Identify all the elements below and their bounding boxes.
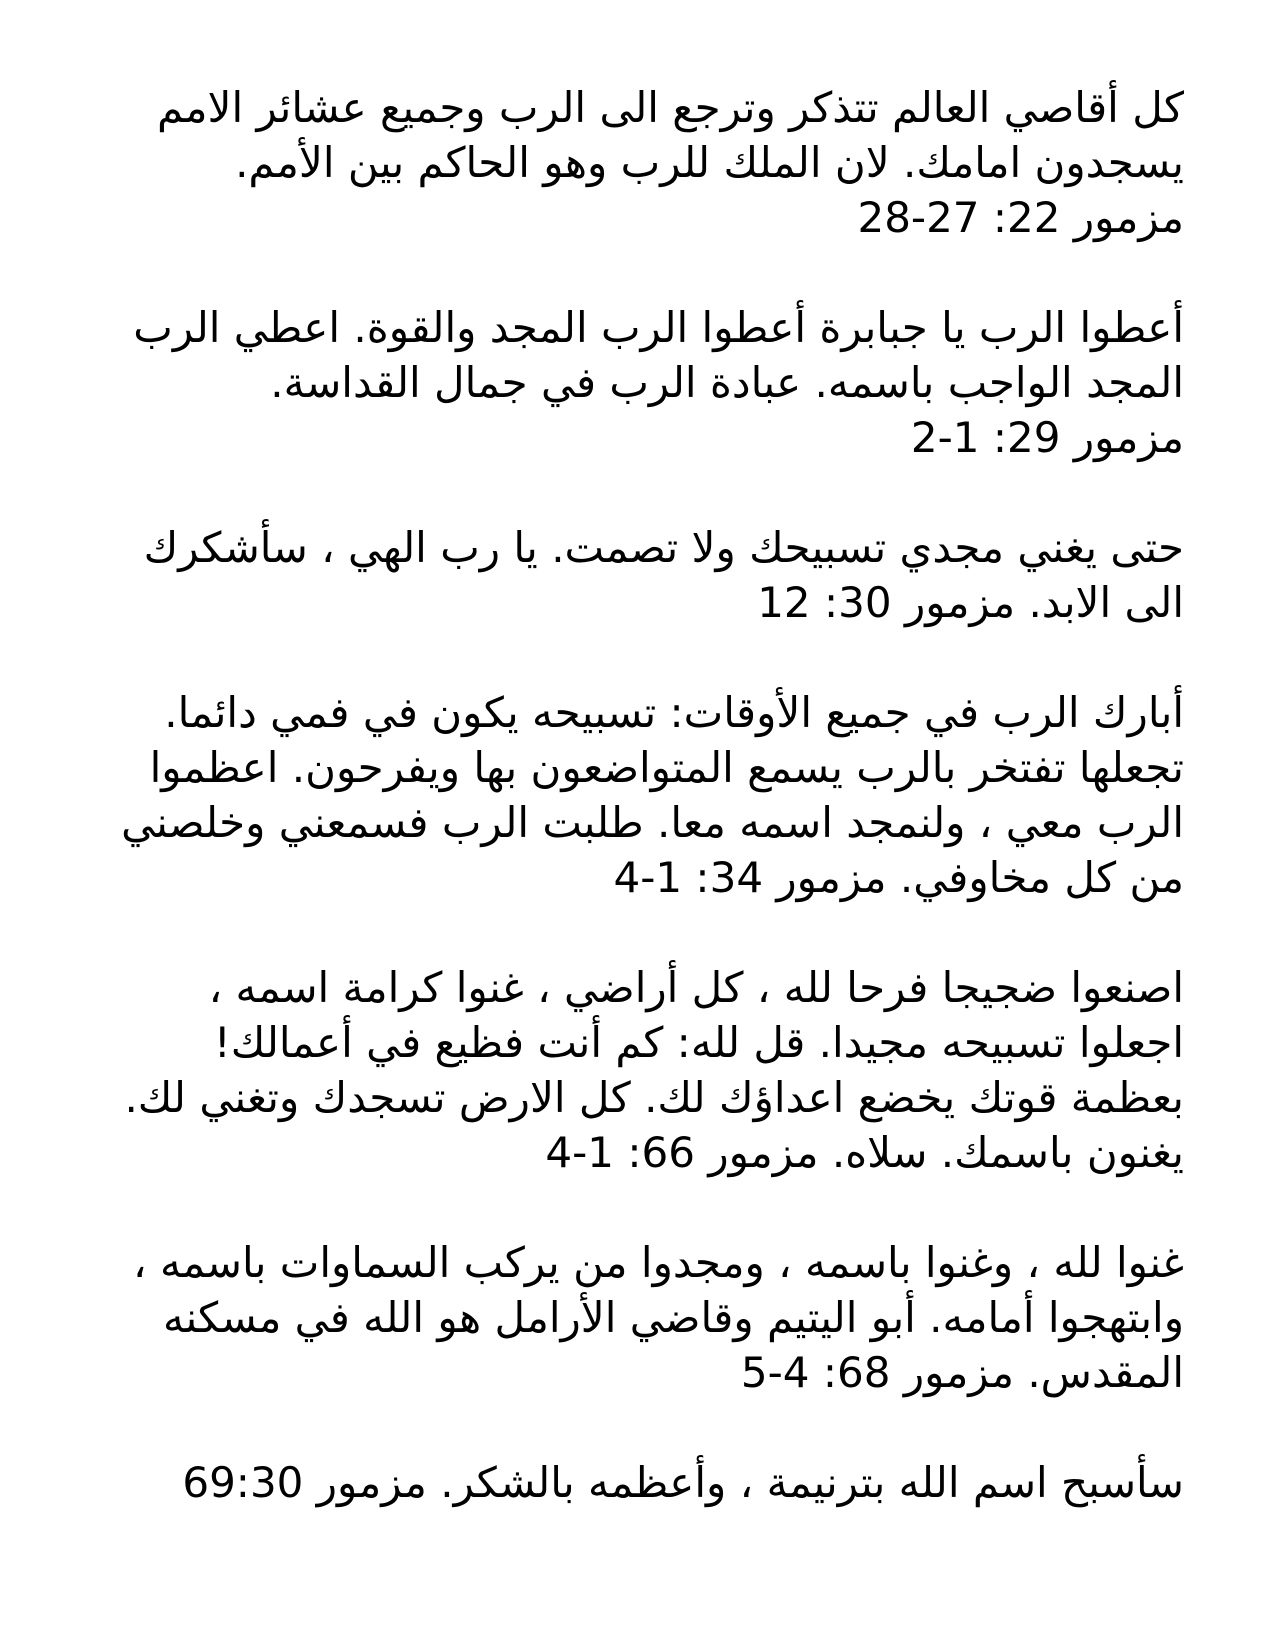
text-line: يسجدون امامك. لان الملك للرب وهو الحاكم بين الأمم.: [235, 138, 1184, 187]
text-line: أبارك الرب في جميع الأوقات: تسبيحه يكون في فمي دائما.: [164, 688, 1184, 737]
text-line: الى الابد. مزمور 30: 12: [757, 578, 1184, 627]
paragraph-gap: [95, 630, 1184, 685]
passage-psalm-66: [95, 960, 1184, 1180]
text-line: من كل مخاوفي. مزمور 34: 1-4: [613, 853, 1184, 902]
passage-psalm-30: [95, 520, 1184, 630]
text-line: الرب معي ، ولنمجد اسمه معا. طلبت الرب فسمعني وخلصني: [121, 798, 1184, 847]
text-line: المجد الواجب باسمه. عبادة الرب في جمال القداسة.: [270, 358, 1184, 407]
paragraph-gap: [95, 1180, 1184, 1235]
passage-psalm-68: [95, 1235, 1184, 1400]
psalm-text-block: [95, 80, 1184, 1510]
passage-psalm-69: [95, 1455, 1184, 1510]
paragraph-gap: [95, 905, 1184, 960]
text-line: تجعلها تفتخر بالرب يسمع المتواضعون بها ويفرحون. اعظموا: [149, 743, 1184, 792]
text-line: غنوا لله ، وغنوا باسمه ، ومجدوا من يركب السماوات باسمه ،: [133, 1238, 1184, 1287]
text-line: أعطوا الرب يا جبابرة أعطوا الرب المجد والقوة. اعطي الرب: [133, 303, 1184, 352]
passage-psalm-22: [95, 80, 1184, 245]
text-line: اجعلوا تسبيحه مجيدا. قل لله: كم أنت فظيع في أعمالك!: [213, 1018, 1184, 1067]
passage-psalm-34: [95, 685, 1184, 905]
passage-psalm-29: [95, 300, 1184, 465]
text-line: يغنون باسمك. سلاه. مزمور 66: 1-4: [545, 1128, 1184, 1177]
verse-reference: مزمور 22: 27-28: [857, 193, 1184, 242]
text-line: حتى يغني مجدي تسبيحك ولا تصمت. يا رب الهي ، سأشكرك: [143, 523, 1184, 572]
text-line: سأسبح اسم الله بترنيمة ، وأعظمه بالشكر. مزمور 69:30: [182, 1458, 1184, 1507]
paragraph-gap: [95, 465, 1184, 520]
text-line: اصنعوا ضجيجا فرحا لله ، كل أراضي ، غنوا كرامة اسمه ،: [208, 963, 1184, 1012]
text-line: كل أقاصي العالم تتذكر وترجع الى الرب وجميع عشائر الامم: [157, 83, 1184, 132]
paragraph-gap: [95, 1400, 1184, 1455]
text-line: وابتهجوا أمامه. أبو اليتيم وقاضي الأرامل هو الله في مسكنه: [162, 1293, 1184, 1342]
paragraph-gap: [95, 245, 1184, 300]
text-line: المقدس. مزمور 68: 4-5: [740, 1348, 1184, 1397]
verse-reference: مزمور 29: 1-2: [910, 413, 1184, 462]
text-line: بعظمة قوتك يخضع اعداؤك لك. كل الارض تسجدك وتغني لك.: [124, 1073, 1184, 1122]
